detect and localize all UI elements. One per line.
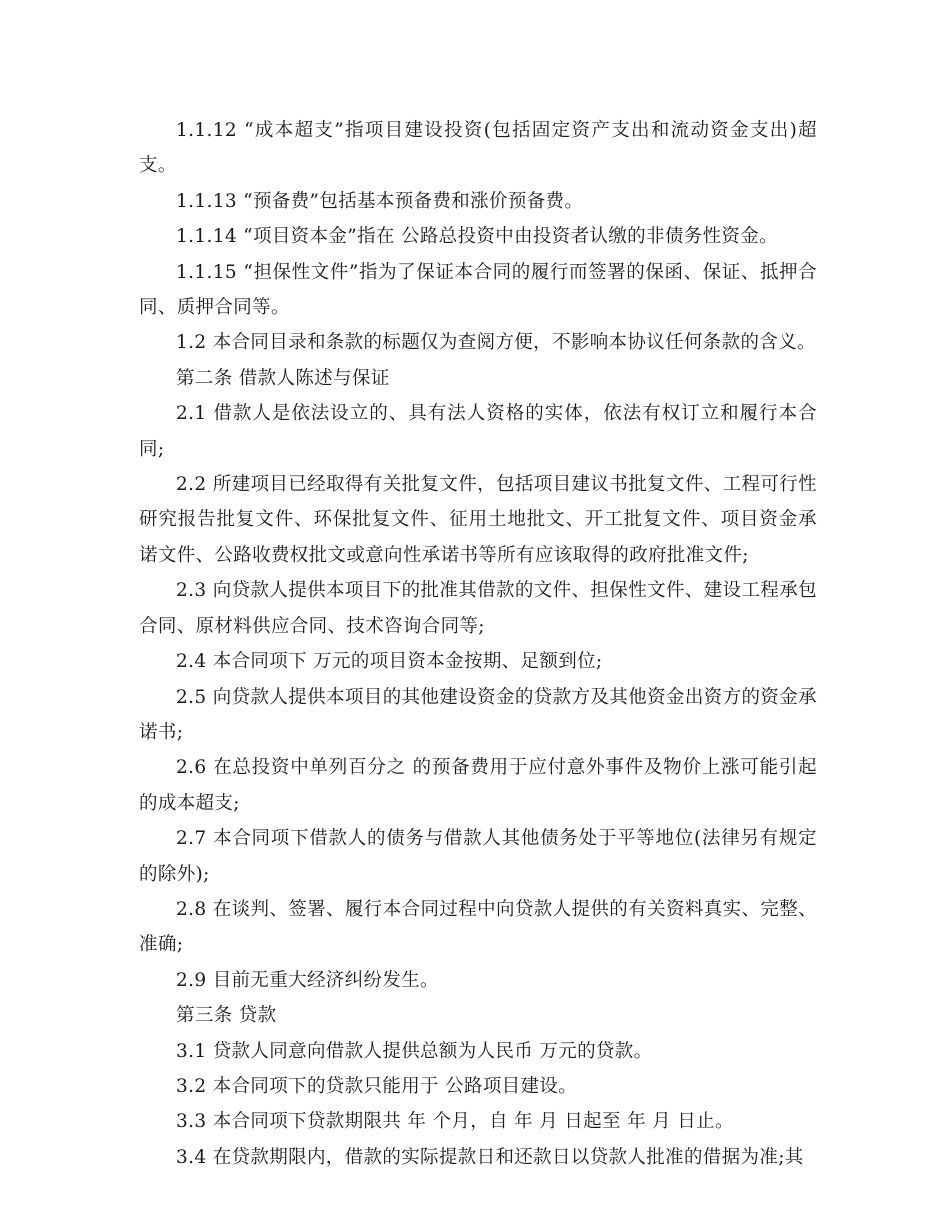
clause-2-1: 2.1 借款人是依法设立的、具有法人资格的实体，依法有权订立和履行本合同;: [139, 403, 817, 460]
clause-1-1-15: 1.1.15 “担保性文件”指为了保证本合同的履行而签署的保函、保证、抵押合同、质押合同等。: [139, 261, 817, 319]
article-3-heading: 第三条 贷款: [176, 1005, 277, 1027]
clause-2-6: 2.6 在总投资中单列百分之 的预备费用于应付意外事件及物价上涨可能引起的成本超支;: [139, 757, 817, 814]
article-2-heading: 第二条 借款人陈述与保证: [176, 367, 390, 389]
clause-2-3: 2.3 向贷款人提供本项目下的批准其借款的文件、担保性文件、建设工程承包合同、原材料供应合同、技术咨询合同等;: [139, 580, 817, 637]
clause-2-9: 2.9 目前无重大经济纠纷发生。: [176, 969, 439, 991]
clause-3-4: 3.4 在贷款期限内，借款的实际提款日和还款日以贷款人批准的借据为准;其: [176, 1146, 804, 1168]
clause-1-1-12: 1.1.12 “成本超支”指项目建设投资(包括固定资产支出和流动资金支出)超支。: [139, 120, 817, 177]
clause-2-8: 2.8 在谈判、签署、履行本合同过程中向贷款人提供的有关资料真实、完整、准确;: [139, 898, 817, 956]
clause-2-2: 2.2 所建项目已经取得有关批复文件，包括项目建议书批复文件、工程可行性研究报告批复文件、环保批复文件、征用土地批文、开工批复文件、项目资金承诺文件、公路收费权批文或意向性承诺书等所有应该取得的政府批准文件;: [139, 474, 817, 566]
clause-1-1-14: 1.1.14 “项目资本金”指在 公路总投资中由投资者认缴的非债务性资金。: [176, 226, 778, 248]
clause-2-5: 2.5 向贷款人提供本项目的其他建设资金的贷款方及其他资金出资方的资金承诺书;: [139, 686, 817, 743]
clause-3-3: 3.3 本合同项下贷款期限共 年 个月，自 年 月 日起至 年 月 日止。: [176, 1111, 734, 1133]
clause-2-7: 2.7 本合同项下借款人的债务与借款人其他债务处于平等地位(法律另有规定的除外);: [139, 828, 817, 885]
clause-1-2: 1.2 本合同目录和条款的标题仅为查阅方便，不影响本协议任何条款的含义。: [176, 332, 816, 354]
document-body: [139, 113, 817, 1175]
clause-1-1-13: 1.1.13 “预备费”包括基本预备费和涨价预备费。: [176, 190, 584, 212]
clause-3-2: 3.2 本合同项下的贷款只能用于 公路项目建设。: [176, 1075, 578, 1097]
clause-3-1: 3.1 贷款人同意向借款人提供总额为人民币 万元的贷款。: [176, 1040, 653, 1062]
clause-2-4: 2.4 本合同项下 万元的项目资本金按期、足额到位;: [176, 651, 603, 673]
